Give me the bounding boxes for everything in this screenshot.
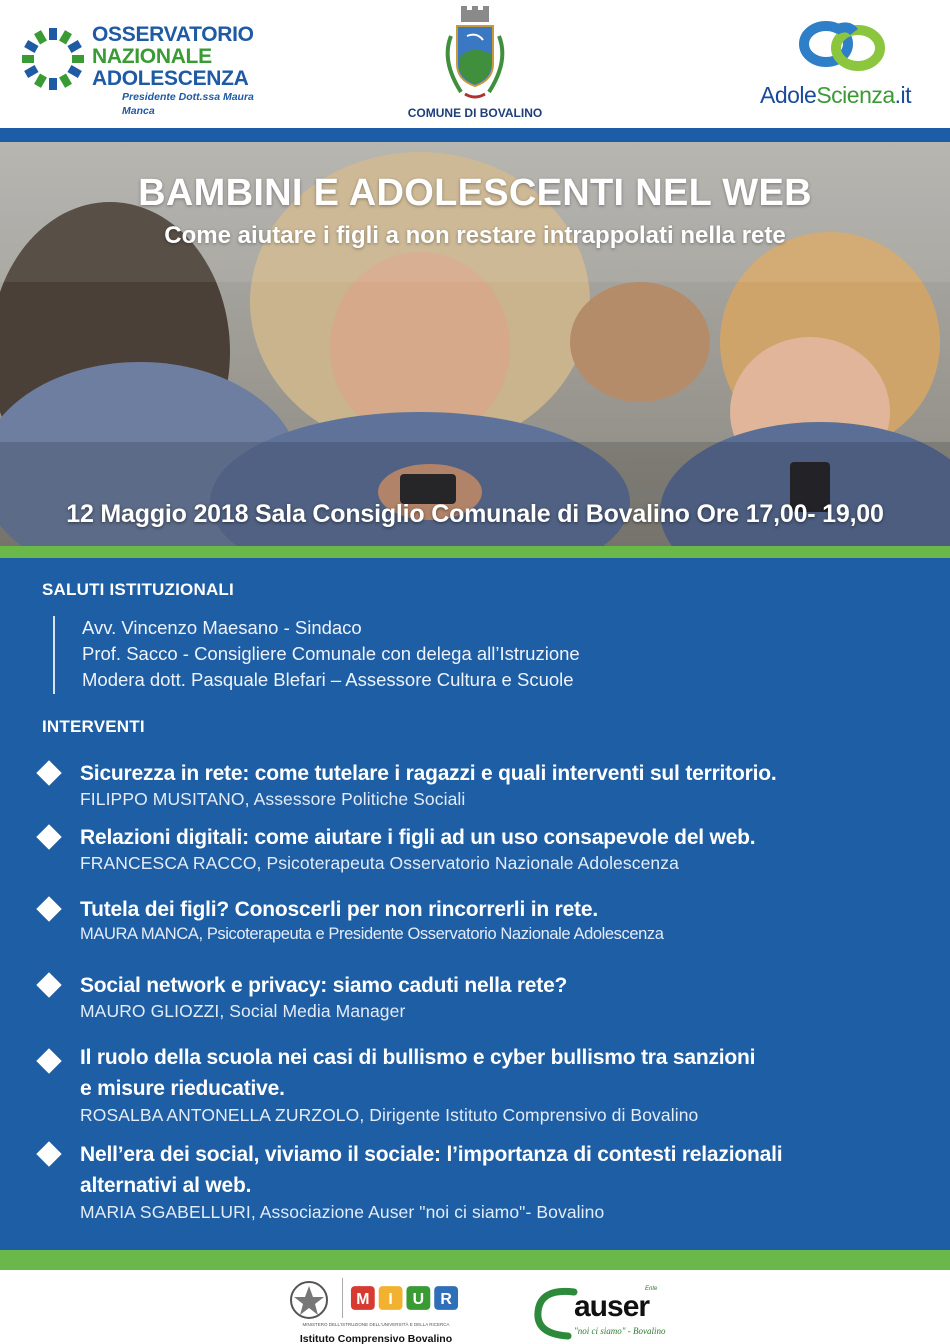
adolescienza-knot-icon	[796, 14, 892, 78]
auser-swoosh-icon	[530, 1282, 580, 1342]
adolescienza-wordmark	[760, 82, 911, 109]
bullet-diamond-icon	[36, 1048, 61, 1073]
osservatorio-line1: OSSERVATORIO	[92, 23, 254, 46]
saluti-list	[53, 616, 913, 694]
comune-name: COMUNE DI BOVALINO	[407, 106, 543, 120]
intervento-title: Social network e privacy: siamo caduti nella rete?	[80, 974, 568, 997]
hero-banner	[0, 142, 950, 546]
bullet-diamond-icon	[36, 972, 61, 997]
osservatorio-logo	[20, 20, 260, 115]
interventi-heading: INTERVENTI	[42, 717, 145, 736]
bullet-diamond-icon	[36, 760, 61, 785]
adolescienza-logo	[760, 14, 930, 114]
green-bottom-bar	[0, 1250, 950, 1270]
adolescienza-part3: .it	[894, 82, 912, 108]
miur-letter: R	[440, 1290, 452, 1308]
adolescienza-part2: Scienza	[816, 82, 895, 108]
event-subtitle: Come aiutare i figli a non restare intrappolati nella rete	[164, 222, 786, 249]
event-title: BAMBINI E ADOLESCENTI NEL WEB	[138, 172, 812, 214]
miur-school-logo	[287, 1278, 465, 1344]
blue-divider-bar	[0, 128, 950, 142]
intervento-title: Nell’era dei social, viviamo il sociale: l’importanza di contesti relazionali	[80, 1143, 783, 1166]
intervento-speaker: FILIPPO MUSITANO, Assessore Politiche Sociali	[80, 789, 466, 809]
osservatorio-president: Presidente Dott.ssa Maura Manca	[122, 91, 254, 117]
footer-logos	[0, 1270, 950, 1344]
saluti-line: Avv. Vincenzo Maesano - Sindaco	[82, 617, 362, 638]
miur-logo-icon	[342, 1278, 462, 1318]
adolescienza-part1: Adole	[760, 82, 817, 108]
intervento-title-continued: e misure rieducative.	[80, 1077, 285, 1100]
header-logos	[0, 0, 950, 128]
program-panel	[0, 558, 950, 1250]
bullet-diamond-icon	[36, 824, 61, 849]
intervento-title: Tutela dei figli? Conoscerli per non rincorrerli in rete.	[80, 898, 598, 921]
osservatorio-ring-icon	[20, 26, 86, 92]
intervento-title: Il ruolo della scuola nei casi di bullismo e cyber bullismo tra sanzioni	[80, 1046, 756, 1069]
miur-caption: MINISTERO DELL'ISTRUZIONE DELL'UNIVERSITÀ E DELLA RICERCA	[302, 1322, 450, 1327]
green-divider-bar	[0, 546, 950, 558]
auser-ente-label: Ente	[645, 1286, 658, 1292]
osservatorio-wordmark	[92, 24, 260, 118]
saluti-heading: SALUTI ISTITUZIONALI	[42, 580, 234, 599]
bullet-diamond-icon	[36, 896, 61, 921]
comune-logo	[395, 6, 555, 121]
miur-letter: U	[412, 1290, 425, 1308]
saluti-line: Prof. Sacco - Consigliere Comunale con delega all’Istruzione	[82, 643, 580, 664]
auser-logo	[530, 1278, 670, 1344]
bullet-diamond-icon	[36, 1141, 61, 1166]
intervento-title: Relazioni digitali: come aiutare i figli ad un uso consapevole del web.	[80, 826, 756, 849]
intervento-speaker: MARIA SGABELLURI, Associazione Auser "noi ci siamo"- Bovalino	[80, 1202, 605, 1222]
comune-crest-icon	[437, 6, 513, 106]
intervento-title: Sicurezza in rete: come tutelare i ragazzi e quali interventi sul territorio.	[80, 762, 777, 785]
intervento-speaker: MAURA MANCA, Psicoterapeuta e Presidente Osservatorio Nazionale Adolescenza	[80, 925, 664, 943]
intervento-speaker: MAURO GLIOZZI, Social Media Manager	[80, 1001, 406, 1021]
saluti-line: Modera dott. Pasquale Blefari – Assessore Cultura e Scuole	[82, 669, 574, 690]
auser-wordmark: auser	[574, 1290, 650, 1323]
event-date-location: 12 Maggio 2018 Sala Consiglio Comunale di Bovalino Ore 17,00- 19,00	[66, 500, 884, 528]
auser-tagline: "noi ci siamo" - Bovalino	[574, 1326, 666, 1336]
miur-letter: M	[356, 1290, 370, 1308]
osservatorio-line2: NAZIONALE	[92, 45, 212, 68]
school-name: Istituto Comprensivo Bovalino	[299, 1333, 453, 1344]
miur-letter: I	[388, 1290, 393, 1308]
intervento-speaker: FRANCESCA RACCO, Psicoterapeuta Osservatorio Nazionale Adolescenza	[80, 853, 679, 873]
republic-emblem-icon	[287, 1278, 331, 1322]
intervento-title-continued: alternativi al web.	[80, 1174, 252, 1197]
intervento-speaker: ROSALBA ANTONELLA ZURZOLO, Dirigente Istituto Comprensivo di Bovalino	[80, 1105, 699, 1125]
osservatorio-line3: ADOLESCENZA	[92, 67, 249, 90]
